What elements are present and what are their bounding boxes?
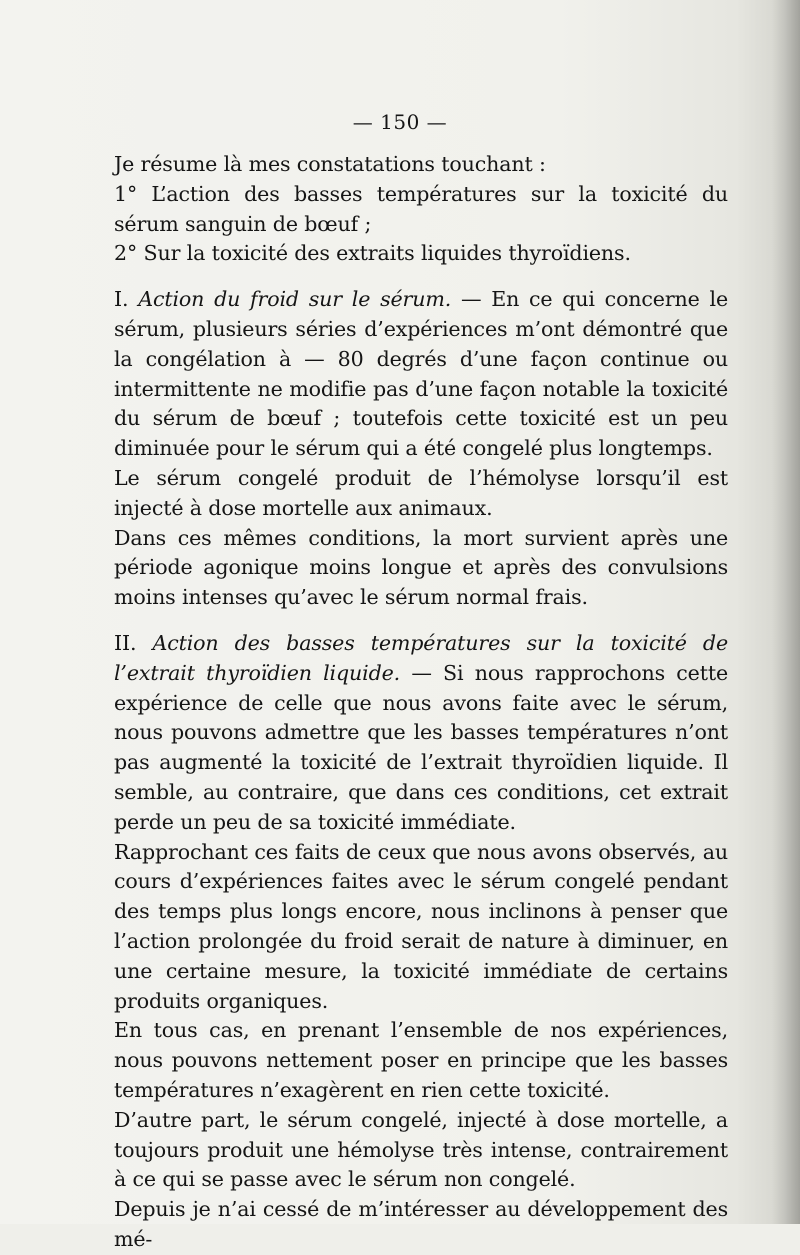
section-2-paragraph-2: Rapprochant ces faits de ceux que nous avons observés, au cours d’expériences faites avec le sérum congelé pendant des temps plus longs encore, nous inclinons à penser que l’action prolongée du froid serait de nature à diminuer, en une certaine mesure, la toxicité immédiate de certains produits organiques. <box>114 839 728 1013</box>
section-2-title: Action des basses températures sur la toxicité de l’extrait thyroïdien liquide. <box>114 630 728 685</box>
section-1-label: I. <box>114 287 129 312</box>
section-1-paragraph <box>114 285 728 464</box>
section-1-title: Action du froid sur le sérum. <box>138 287 452 312</box>
list-item-1: 1° L’action des basses températures sur la toxicité du sérum sanguin de bœuf ; <box>114 181 728 236</box>
section-2-label: II. <box>114 630 137 655</box>
intro-line: Je résume là mes constatations touchant : <box>114 152 546 176</box>
section-gap <box>114 269 728 285</box>
section-2-paragraph-3: En tous cas, en prenant l’ensemble de nos expériences, nous pouvons nettement poser en principe que les basses températures n’exagèrent en rien cette toxicité. <box>114 1018 728 1102</box>
body-text <box>114 150 728 1255</box>
final-line: Depuis je n’ai cessé de m’intéresser au développement des mé- <box>114 1197 728 1251</box>
section-2-paragraph-4: D’autre part, le sérum congelé, injecté à dose mortelle, a toujours produit une hémolyse très intense, contrairement à ce qui se passe avec le sérum non congelé. <box>114 1107 728 1192</box>
list-item-2: 2° Sur la toxicité des extraits liquides thyroïdiens. <box>114 241 631 266</box>
section-1-text: — En ce qui concerne le sérum, plusieurs séries d’expériences m’ont démontré que la congélation à — 80 degrés d’une façon continue ou intermittente ne modifie pas d’une façon notable la toxicité du sérum de bœuf ; toutefois cette toxicité est un peu diminuée pour le sérum qui a été congelé plus longtemps. <box>114 287 728 461</box>
section-2-text: — Si nous rapprochons cette expérience de celle que nous avons faite avec le sérum, nous pouvons admettre que les basses températures n’ont pas augmenté la toxicité de l’extrait thyroïdien liquide. Il semble, au contraire, que dans ces conditions, cet extrait perde un peu de sa toxicité immédiate. <box>114 660 728 834</box>
section-gap-2 <box>114 613 728 629</box>
section-1-paragraph-2: Le sérum congelé produit de l’hémolyse lorsqu’il est injecté à dose mortelle aux animaux. <box>114 465 728 520</box>
page-number: — 150 — <box>352 110 448 134</box>
section-1-paragraph-3: Dans ces mêmes conditions, la mort survient après une période agonique moins longue et après des convulsions moins intenses qu’avec le sérum normal frais. <box>114 525 728 610</box>
page-edge-shadow <box>772 0 800 1224</box>
section-2-paragraph <box>114 629 728 838</box>
